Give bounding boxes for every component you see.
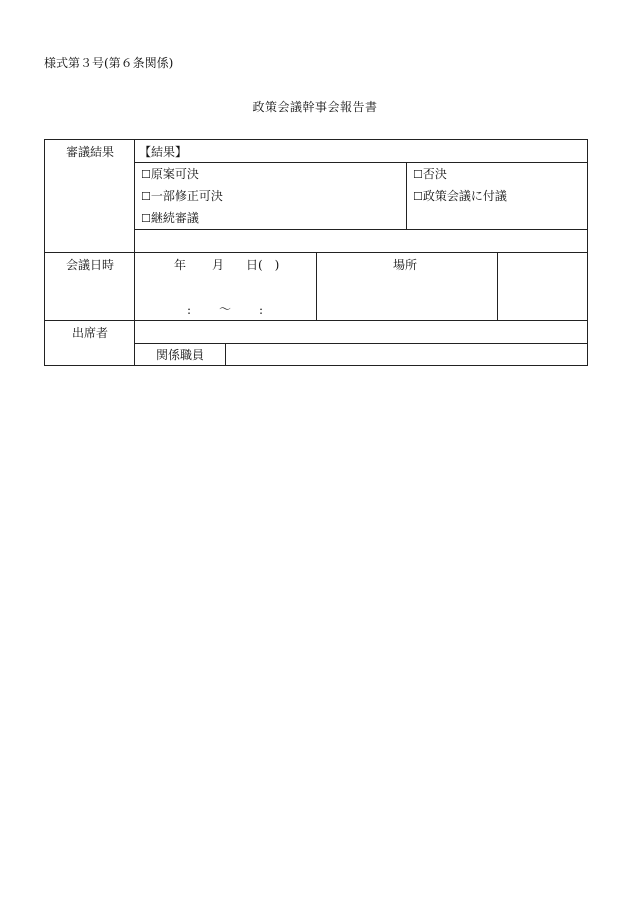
place-value-field[interactable]	[498, 253, 587, 320]
document-title: 政策会議幹事会報告書	[252, 100, 378, 114]
checkbox-icon[interactable]: ☐	[141, 212, 151, 225]
month-label: 月	[212, 258, 225, 272]
staff-field[interactable]	[226, 344, 587, 365]
option-label: 原案可決	[150, 167, 199, 181]
options-column-divider	[406, 162, 407, 230]
option-label: 継続審議	[150, 211, 199, 225]
option-partially-amended[interactable]	[141, 189, 223, 204]
checkbox-icon[interactable]: ☐	[141, 190, 151, 203]
option-refer-to-policy-meeting[interactable]	[413, 189, 507, 204]
attendees-label: 出席者	[72, 326, 109, 340]
option-label: 政策会議に付議	[422, 189, 507, 203]
result-heading-divider	[134, 162, 588, 163]
option-label: 一部修正可決	[150, 189, 223, 203]
table-border-top	[44, 139, 588, 140]
checkbox-icon[interactable]: ☐	[413, 190, 423, 203]
meeting-datetime-label: 会議日時	[66, 258, 115, 272]
table-border-left	[44, 139, 45, 366]
option-label: 否決	[422, 167, 447, 181]
checkbox-icon[interactable]: ☐	[413, 168, 423, 181]
deliberation-label: 審議結果	[66, 145, 115, 159]
result-notes-field[interactable]	[135, 230, 587, 252]
option-original-approved[interactable]	[141, 167, 199, 182]
option-rejected[interactable]	[413, 167, 447, 182]
checkbox-icon[interactable]: ☐	[141, 168, 151, 181]
time-range-tilde: ～	[219, 302, 232, 316]
table-border-bottom	[44, 365, 588, 366]
day-label: 日( )	[246, 258, 280, 272]
staff-label: 関係職員	[156, 348, 205, 362]
end-time-colon: :	[259, 303, 264, 317]
start-time-colon: :	[187, 303, 192, 317]
place-label: 場所	[393, 258, 418, 272]
year-label: 年	[174, 258, 187, 272]
table-border-right	[587, 139, 588, 366]
datetime-place-divider	[316, 252, 317, 321]
result-heading: 【結果】	[139, 145, 188, 159]
form-number: 様式第３号(第６条関係)	[44, 56, 174, 70]
attendees-field[interactable]	[135, 321, 587, 343]
option-continued-deliberation[interactable]	[141, 211, 199, 226]
